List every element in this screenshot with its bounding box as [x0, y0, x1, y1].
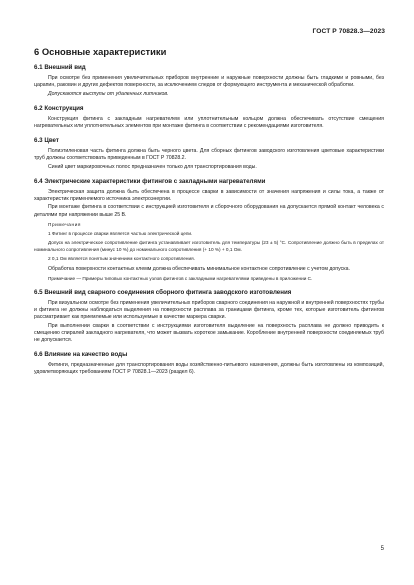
subsection-6-4-title: 6.4 Электрические характеристики фитингов с закладными нагревателями — [34, 177, 266, 185]
note: 2 0,1 Ом является понятым значением контактного сопротивления. — [48, 256, 195, 262]
paragraph: Синий цвет маркировочных полос предназначен только для транспортирования воды. — [48, 163, 257, 170]
paragraph: Фитинги, предназначенные для транспортирования воды хозяйственно-питьевого назначения, должны быть изготовлены из композиций, удовлетворяющих требованиям ГОСТ Р 70828.1—2023 (раздел 6). — [34, 362, 384, 376]
paragraph: Полиэтиленовая часть фитинга должна быть черного цвета. Для сборных фитингов заводского изготовления цветовые характеристики труб должны соответствовать приведенным в ГОСТ Р 70828.2. — [34, 147, 384, 162]
paragraph: При визуальном осмотре без применения увеличительных приборов сварного соединения на наружной и внутренней поверхностях трубы и фитинга не должны наблюдаться выделения на поверхности расплава за границами фитинга, кроме тех, которые изготовитель фитингов рассматривает как приемлемые или используемые в качестве маркера сварки. — [34, 300, 384, 321]
paragraph: При осмотре без применения увеличительных приборов внутренние и наружные поверхности должны быть гладкими и ровными, без царапин, раковин и других дефектов поверхности, за исключением следов от формующего инструмента и механической обработки. — [34, 75, 384, 89]
standard-header: ГОСТ Р 70828.3—2023 — [312, 28, 385, 35]
paragraph: Электрическая защита должна быть обеспечена в процессе сварки в зависимости от значения напряжения и силы тока, а также от характеристик применяемого источника электроэнергии. — [34, 188, 384, 202]
subsection-6-6-title: 6.6 Влияние на качество воды — [34, 351, 128, 359]
subsection-6-1-title: 6.1 Внешний вид — [34, 64, 86, 71]
paragraph: При выполнении сварки в соответствии с инструкциями изготовителя выделение на поверхность расплава не должно приводить к смещению спиралей закладного нагревателя, что может вызвать короткое замыкание. Коробление внутренней поверхности соединяемых труб не допускается. — [34, 322, 384, 344]
page-number: 5 — [380, 546, 384, 552]
subsection-6-5-title: 6.5 Внешний вид сварного соединения сборного фитинга заводского изготовления — [34, 289, 292, 297]
subsection-6-2-title: 6.2 Конструкция — [34, 104, 84, 112]
note: Допуск на электрическое сопротивление фитинга устанавливает изготовитель для температуры (23 ± 5) °С. Сопротивление должно быть в пределах от номинального сопротивления (минус 10 %) до номинального сопротивления (+ 10 %) + 0,1 Ом. — [34, 240, 384, 252]
notes-heading: Примечания — [48, 221, 82, 227]
document-body — [34, 46, 384, 376]
paragraph: Обработка поверхности контактных клемм должна обеспечивать минимальное контактное сопротивление с учетом допуска. — [48, 265, 350, 272]
subsection-6-3-title: 6.3 Цвет — [34, 136, 59, 144]
paragraph: При монтаже фитинга в соответствии с инструкцией изготовителя и сборочного оборудования на допускается прямой контакт человека с деталями при напряжении выше 25 В. — [34, 204, 384, 218]
section-title: 6 Основные характеристики — [34, 46, 167, 57]
paragraph: Конструкция фитинга с закладным нагревателем или уплотнительным кольцом должна обеспечивать отсутствие смещения нагревательных или уплотнительных элементов при монтаже фитинга в соответствии с рекомендациями изготовителя. — [34, 115, 384, 129]
note: Примечание — Примеры типовых контактных узлов фитингов с закладными нагревателями приведены в приложении С. — [48, 275, 313, 281]
note: 1 Фитинг в процессе сварки является частью электрической цепи. — [48, 231, 193, 237]
paragraph: Допускаются выступы от удаленных литников. — [48, 90, 169, 97]
